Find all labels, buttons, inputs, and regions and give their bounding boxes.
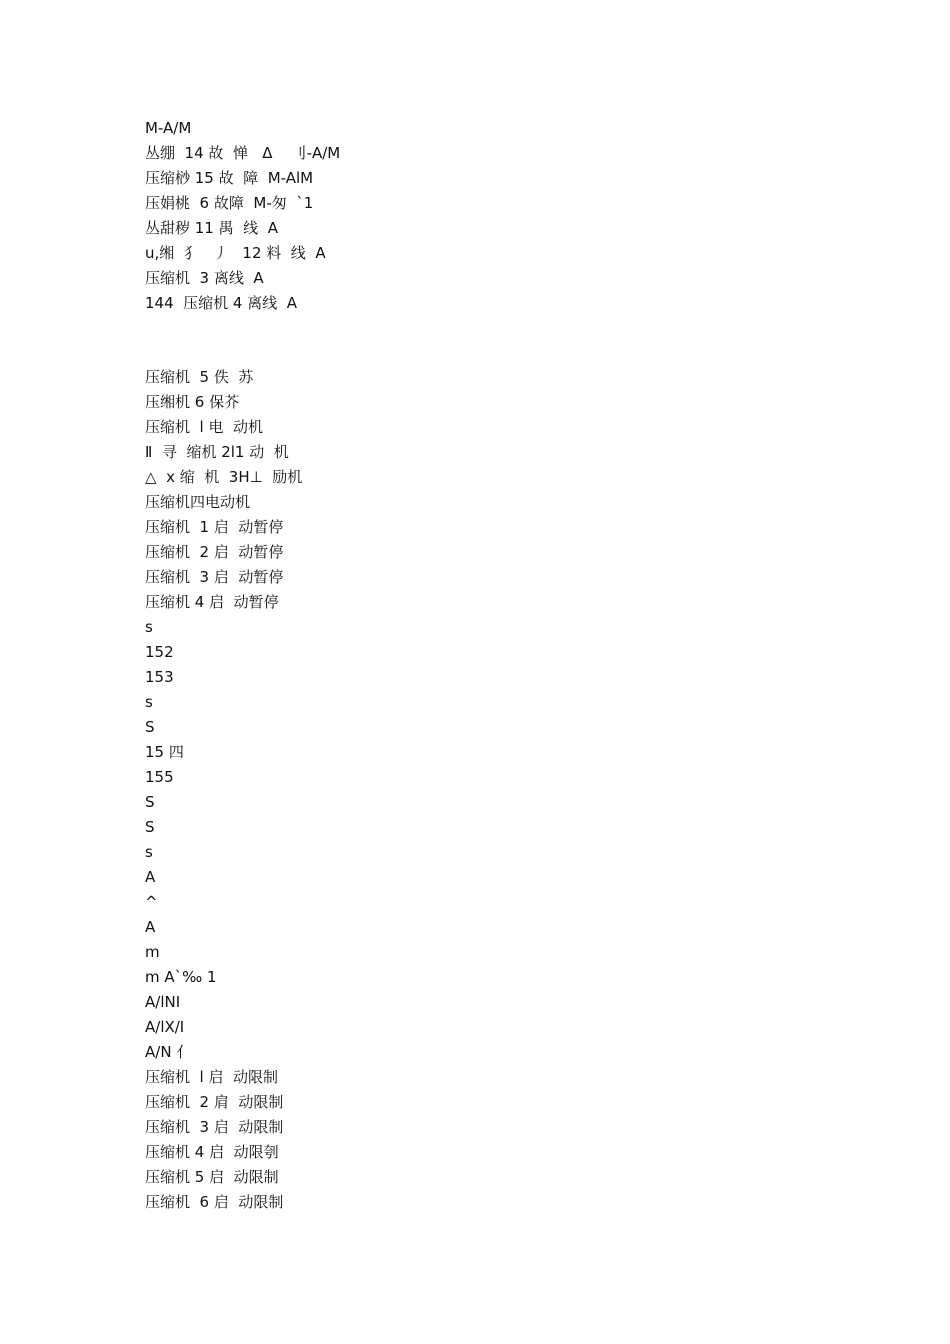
text-line: 压缩机 4 启 动暂停 [145,593,279,611]
text-line: Ⅱ 寻 缩机 2l1 动 机 [145,443,289,461]
text-line: M-A/M [145,119,192,137]
text-block-2 [145,365,302,1215]
text-line: 155 [145,768,174,786]
text-line: 压缩机 3 启 动暂停 [145,568,284,586]
text-line: S [145,718,155,736]
text-line: ^ [145,893,158,911]
text-line: A/N 亻 [145,1043,192,1061]
text-line: 压缩机 6 启 动限制 [145,1193,284,1211]
text-line: 压缩机 2 肩 动限制 [145,1093,284,1111]
text-line: 压缩桫 15 故 障 M-AlM [145,169,314,187]
text-line: 压缩机 3 离线 A [145,269,264,287]
text-line: 丛甜秽 11 禺 线 A [145,219,278,237]
text-line: 丛绷 14 故 惮 Δ 刂-A/M [145,144,341,162]
text-line: A [145,918,156,936]
text-line: 压缃机 6 保芥 [145,393,240,411]
text-line: s [145,843,153,861]
text-line: 压娟桃 6 故障 M-匆 `1 [145,194,314,212]
text-line: 压缩机 4 启 动限刳 [145,1143,279,1161]
text-line: u,缃 犭 丿 12 料 线 A [145,244,326,262]
text-line: 153 [145,668,174,686]
text-line: 压缩机 1 启 动暂停 [145,518,284,536]
text-line: 15 四 [145,743,184,761]
text-line: s [145,693,153,711]
text-block-1 [145,116,340,316]
text-line: s [145,618,153,636]
text-line: △ x 缩 机 3H⊥ 励机 [145,468,303,486]
text-line: 压缩机 5 佚 苏 [145,368,254,386]
text-line: A/lX/I [145,1018,185,1036]
text-line: 压缩机 l 电 动机 [145,418,264,436]
text-line: 压缩机 3 启 动限制 [145,1118,284,1136]
text-line: A/lNI [145,993,181,1011]
text-line: S [145,793,155,811]
text-line: 压缩机四电动机 [145,493,251,511]
text-line: 压缩机 5 启 动限制 [145,1168,279,1186]
text-line: 152 [145,643,174,661]
text-line: A [145,868,156,886]
text-line: 压缩机 l 启 动限制 [145,1068,279,1086]
text-line: 144 压缩机 4 离线 A [145,294,298,312]
text-line: m [145,943,160,961]
text-line: 压缩机 2 启 动暂停 [145,543,284,561]
text-line: S [145,818,155,836]
text-line: m A`‰ 1 [145,968,217,986]
